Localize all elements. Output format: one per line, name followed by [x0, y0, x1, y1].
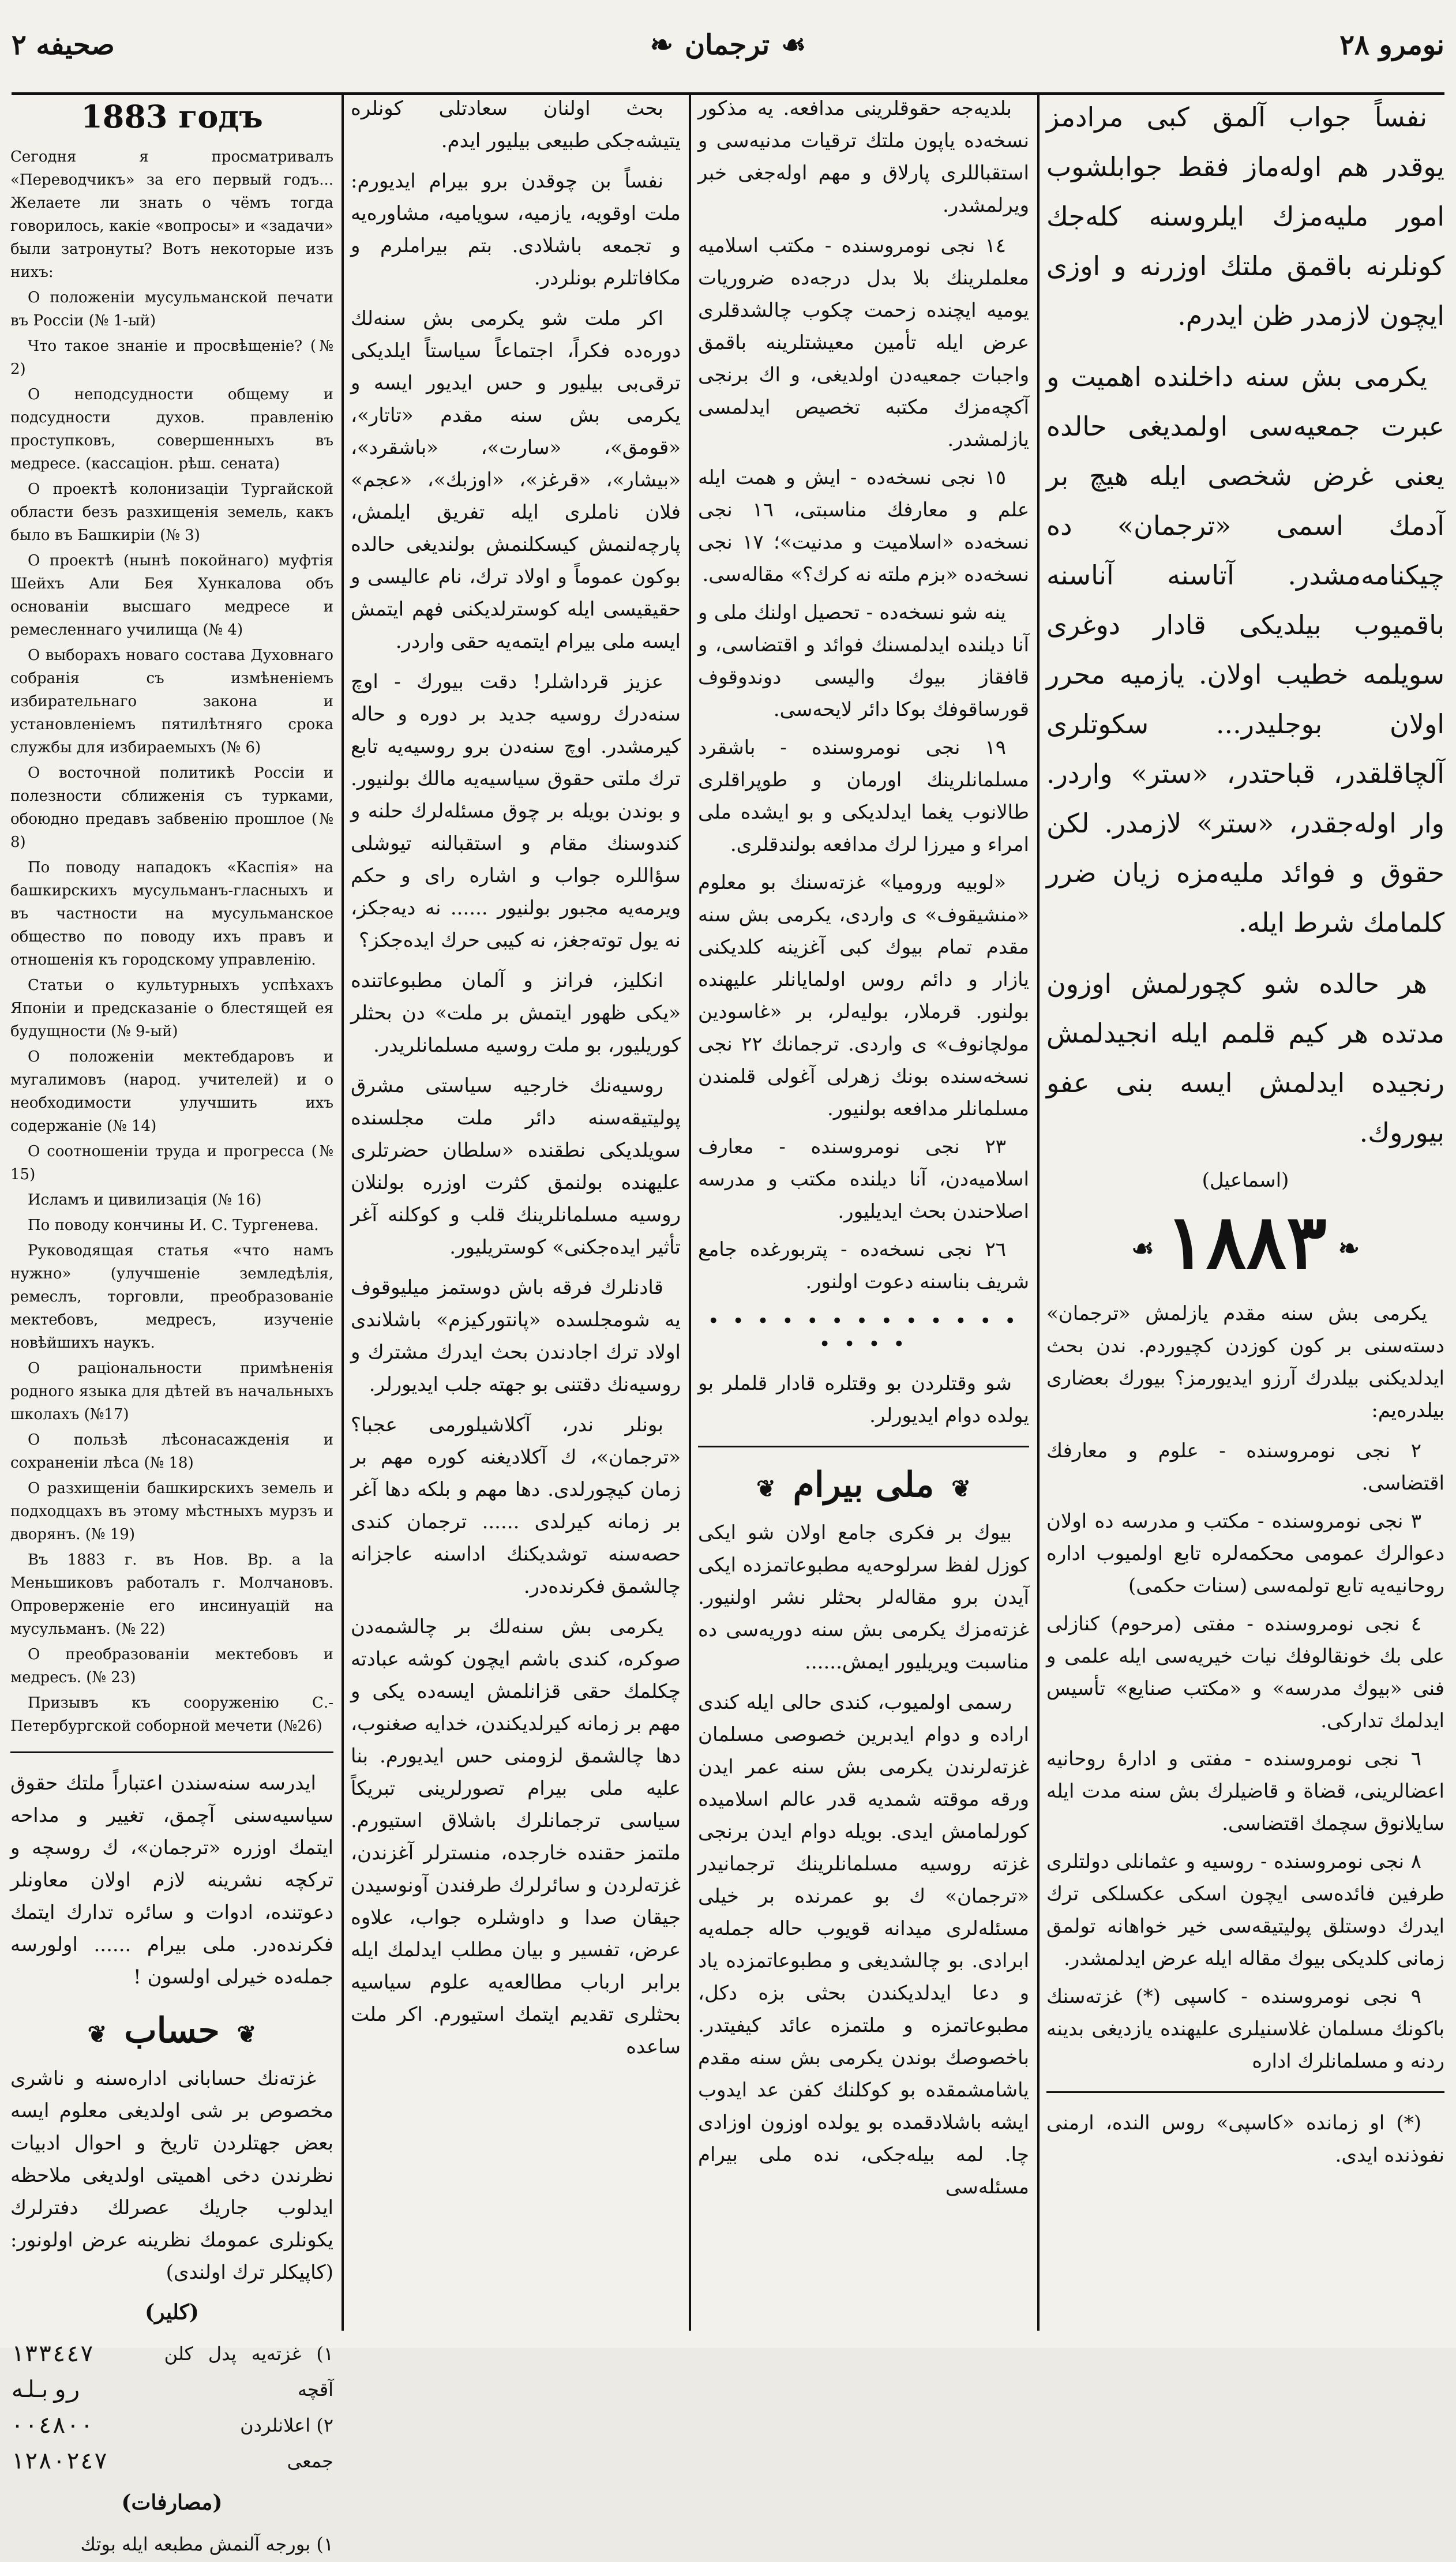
ledger-total-label: جمعى: [287, 2450, 333, 2472]
article-paragraph: يكرمى بش سنه مقدم يازلمش «ترجمان» دسته‌سنى بر كون كوزدن كچيوردم. ندن بحث ايدلديكنى بيلدرك آرزو ايديورمز؟ بيورك بعضارى بيلدره‌يم:: [1046, 1302, 1444, 1422]
russian-item: По поводу кончины И. С. Тургенева.: [28, 1217, 319, 1234]
ledger-expense-label: ١) بورجه آلنمش مطبعه ايله بوتك: [80, 2533, 333, 2555]
ledger-label: ١) غزته‌يه پدل كلن آقچه: [164, 2343, 333, 2400]
issue-summary-item: ٢٦ نجى نسخه‌ده - پتربورغده جامع شريف بناسنه دعوت اولنور.: [698, 1238, 1029, 1293]
russian-item: Призывъ къ сооруженію С.-Петербургской соборной мечети (№26): [10, 1694, 333, 1735]
article-paragraph: عزيز قرداشلر! دقت بيورك - اوچ سنه‌درك روسيه جديد بر دوره و حاله كيرمشدر. اوچ سنه‌دن برو روسيه‌يه تابع ترك ملتى حقوق سياسيه‌يه مالك بولنيور. و بوندن بويله بر چوق مسئله‌لرك حلنه و كندوسنك مقام و استقبالنه تيوشلى سؤاللره جواب و اشاره راى و حكم ويرمه‌يه مجبور بولنيور ...... نه ديه‌جكز، نه يول توته‌جغز، نه كيبى حرك ايده‌جكز؟: [351, 670, 681, 952]
russian-item: О положеніи мектебдаровъ и мугалимовъ (народ. учителей) и о необходимости улучшить ихъ содержаніе (№ 14): [10, 1048, 333, 1135]
russian-item: По поводу нападокъ «Каспія» на башкирскихъ мусульманъ-гласныхъ и въ частности на мусульманское общество по поводу ихъ правъ и отношенія къ городскому управленію.: [10, 859, 333, 969]
column-rule: [689, 92, 691, 2331]
tatar-paragraph: ايدرسه سنه‌سندن اعتباراً ملتك حقوق سياسيه‌سنى آچمق، تغيير و مداحه ايتمك اوزره «ترجمان»، ك روسچه و تركچه نشرينه لازم اولان معاونلر دعوتنده، ادوات و سائره تدارك ايتمك فكرنده‌در. ملى بيرام ...... اولورسه جمله‌ده خيرلى اولسون !: [10, 1772, 333, 1989]
hisab-heading-text: حساب: [124, 2010, 220, 2051]
article-paragraph: انكليز، فرانز و آلمان مطبوعاتنده «يكى ظهور ايتمش بر ملت» دن بحثلر كوريليور، بو ملت روسيه مسلمانلريدر.: [351, 969, 681, 1057]
ornament-left-icon: ❧: [650, 29, 674, 61]
footnote: (*) او زمانده «كاسپى» روس الندە، ارمنى نفوذنده ايدى.: [1046, 2111, 1444, 2167]
russian-title: 1883 годъ: [81, 98, 263, 135]
author-signature: (اسماعيل): [1202, 1169, 1289, 1192]
ledger-expense-row: [10, 2526, 333, 2562]
milli-bayram-heading-text: ملى بيرام: [793, 1465, 935, 1505]
title-text: ترجمان: [685, 29, 770, 61]
divider: [698, 1446, 1029, 1447]
ledger-amount: ٠٠٤٨٠٠: [10, 2412, 94, 2439]
article-paragraph: نفساً جواب آلمق كبى مرادمز يوقدر هم اوله‌ماز فقط جوابلشوب امور مليه‌مزك ايلروسنه كله‌جك كونلرنه باقمق ملتك اوزرنه و اوزى ايچون لازمدر ظن ايدرم.: [1046, 102, 1444, 331]
article-paragraph: بونلر ندر، آكلاشيلورمى عجبا؟ «ترجمان»، ك آكلاديغنه كوره مهم بر زمان كيچورلدى. دها مهم و بلكه دها آغر بر زمانه كيرلدى ...... ترجمان كندى حصه‌سنه توشديكنك اداسنه عاجزانه چالشمق فكرنده‌در.: [351, 1413, 681, 1598]
column-rule: [1037, 92, 1040, 2331]
russian-item: Что такое знаніе и просвѣщеніе? (№ 2): [10, 337, 333, 378]
ledger-total: ١٢٨٠٢٤٧: [10, 2448, 108, 2474]
ledger-total-row: [10, 2443, 333, 2479]
issue-summary-item: ٩ نجى نومروسنده - كاسپى (*) غزته‌سنك باكونك مسلمان غلاسنيلرى عليهنده يازديغى بدينه ردنه و مسلمانلرك اداره: [1046, 1985, 1444, 2073]
article-paragraph: بيوك بر فكرى جامع اولان شو ايكى كوزل لفظ سرلوحه‌يه مطبوعاتمزده ايكى آيدن برو مقاله‌لر بحثلر نشر اولنيور. غزته‌مزك يكرمى بش سنه دوريه‌سى ده مناسبت ويريليور ايمش......: [698, 1521, 1029, 1674]
ledger-expense-heading: (مصارفات): [121, 2490, 223, 2515]
issue-summary-item: «لوبيه وروميا» غزته‌سنك بو معلوم «منشيقوف» ى واردى، يكرمى بش سنه مقدم تمام بيوك كبى آغزينه كلديكنى يازار و دائم روس اولمايانلر عليهنده بولنور. قرملار، بوليه‌لر، بر «غاسودين مولچانوف» ى واردى. ترجمانك ٢٢ نجى نسخه‌سنده بونك زهرلى آغولى قلمندن مسلمانلر مدافعه بولنيور.: [698, 871, 1030, 1120]
article-paragraph: يكرمى بش سنه داخلنده اهميت و عبرت جمعيه‌سى اولمديغى حالده يعنى غرض شخصى ايله هيچ بر آدمك اسمى «ترجمان» ده چيكنامه‌مشدر. آتاسنه آناسنه باقميوب بيلديكى قادار دوغرى سويلمه خطيب اولان. يازميه محرر اولان بوجليدر... سكوتلرى آلچاقلقدر، قباحتدر، «ستر» واردر. وار اوله‌جقدر، «ستر» لازمدر. لكن حقوق و فوائد مليه‌مزه زيان ضرر كلمامك شرط ايله.: [1046, 361, 1444, 938]
issue-summary-item: ٢ نجى نومروسنده - علوم و معارفك اقتضاسى.: [1046, 1439, 1444, 1495]
issue-summary-item: ٢٣ نجى نومروسنده - معارف اسلاميه‌دن، آنا ديلنده مكتب و مدرسه اصلاحندن بحث ايديليور.: [698, 1135, 1029, 1223]
article-paragraph: بحث اولنان سعادتلى كونلره يتيشه‌جكى طبيعى بيليور ايدم.: [351, 97, 681, 152]
newspaper-title: [12, 29, 1444, 61]
ornament-right-icon: ☙: [781, 29, 806, 61]
ornament-icon: ❦: [951, 1475, 971, 1502]
article-paragraph: قادنلرك فرقه باش دوستمز ميليوقوف يه شومجلسده «پانتوركيزم» باشلاندى اولاد ترك اجادندن بحث ايدرك مشترك و روسيه‌نك دقتنى بو جهته جلب ايديورلر.: [351, 1276, 681, 1396]
ornament-icon: ❦: [87, 2021, 107, 2048]
hisab-heading: [10, 2010, 333, 2051]
ledger-row: [10, 2336, 333, 2407]
column-middle-left: [351, 92, 681, 2331]
russian-item: О пользѣ лѣсонасажденія и сохраненіи лѣса (№ 18): [10, 1431, 333, 1472]
issue-summary-item: ٣ نجى نومروسنده - مكتب و مدرسه ده اولان دعوالرك عمومى محكمه‌لره تابع اولميوب اداره روحانيه‌يه تابع تولمه‌سى (سنات حكمى): [1046, 1510, 1444, 1597]
article-paragraph: روسيه‌نك خارجيه سياستى مشرق پوليتيقه‌سنه دائر ملت مجلسنده سويلديكى نطقنده «سلطان حضرتلرى عليهنده بولنمق كثرت اوزره بولنلان روسيه مسلمانلرينك قلب و كوكلنه آغر تأثير ايده‌جكنى» كوستريليور.: [351, 1074, 681, 1259]
issue-summary-item: ٤ نجى نومروسنده - مفتى (مرحوم) كنازلى على بك خونقالوفك نيات خيريه‌سى ايله علمى و فنى «بيوك مدرسه» و «مكتب صنايع» تأسيس ايدلمك تداركى.: [1046, 1612, 1444, 1732]
ledger-row: [10, 2407, 333, 2443]
ornament-icon: ❦: [237, 2021, 257, 2048]
year-heading: [1046, 1198, 1444, 1286]
issue-summary-item: ١٩ نجى نومروسنده - باشقرد مسلمانلرينك اورمان و طوپراقلرى طالانوب يغما ايدلديكى و بو ايشده ملى امراء و ميرزا لرك مدافعه بولندقلرى.: [698, 736, 1029, 856]
issue-summary-item: ١٥ نجى نسخه‌ده - ايش و همت ايله علم و معارفك مناسبتى، ١٦ نجى نسخه‌ده «اسلاميت و مدنيت»؛ ١٧ نجى نسخه‌ده «بزم ملته نه كرك؟» مقاله‌سى.: [698, 466, 1029, 586]
russian-item: Въ 1883 г. въ Нов. Вр. а la Меньшиковъ работалъ г. Молчановъ. Опроверженіе его инсинуацій на мусульманъ. (№ 22): [10, 1551, 333, 1638]
ornament-icon: ❦: [756, 1475, 776, 1502]
issue-summary-item: ١٤ نجى نومروسنده - مكتب اسلاميه معلملرينك بلا بدل درجه‌ده ضروريات يوميه ايچنده زحمت چكوب چالشدقلرى عرض ايله تأمين معيشتلرينه باقمق واجبات جمعيه‌دن اولديغى، و اك برنجى آكچه‌مزك مكتبه تخصيص ايدلمسى يازلمشدر.: [698, 234, 1029, 451]
russian-item: О преобразованіи мектебовъ и медресъ. (№ 23): [10, 1646, 333, 1686]
masthead: [12, 23, 1444, 87]
article-paragraph: شو وقتلردن بو وقتلره قادار قلملر بو يولده دوام ايديورلر.: [698, 1372, 1029, 1427]
russian-item: О выборахъ новаго состава Духовнаго собранія съ измѣненіемъ избирательнаго закона и установленіемъ пятилѣтняго срока службы для избираемыхъ (№ 6): [10, 647, 333, 756]
article-paragraph: يكرمى بش سنه‌لك بر چالشمه‌دن صوكره، كندى باشم ايچون كوشه عبادته چكلمك حقى قزانلمش ايسه‌ده يكى و مهم بر زمانه كيرلديكندن، خدايه صغنوب، دها چالشمق لزومنى حس ايديورم. بنا عليه ملى بيرام تصورلرينى تبريكاً سياسى ترجمانلرك باشلاق استيورم. ملتمز حقنده خارجده، منسترلر آغزندن، غزته‌لردن و سائرلرك طرفندن آونوسيدن جيقان صدا و داوشلره جواب، علاوه عرض، تفسير و بيان مطلب ايدلمك ايله برابر ارباب مطالعه‌يه علوم سياسيه بحثلرى تقديم ايتمك استيورم. اكر ملت ساعده: [351, 1615, 681, 2058]
dotted-divider: • • • • • • • • • • • • • • • • •: [707, 1310, 1020, 1356]
article-paragraph: اكر ملت شو يكرمى بش سنه‌لك دوره‌ده فكراً، اجتماعاً سياستاً ايلديكى ترقى‌بى بيليور و حس ايديور ايسه و يكرمى بش سنه مقدم «تاتار»، «قومق»، «سارت»، «باشقرد»، «بيشار»، «قرغز»، «اوزبك»، «عجم» فلان ناملرى ايله تفريق ايلمش، پارچه‌لنمش كيسكلنمش بولنديغى حالده بوكون عموماً و اولاد ترك، نام عاليسى و حقيقيسى ايله كوسترلديكنى فهم ايتمش ايسه ملى بيرام ايتمه‌يه حقى واردر.: [351, 307, 681, 653]
milli-bayram-heading: [698, 1465, 1029, 1505]
russian-intro: Сегодня я просматривалъ «Переводчикъ» за его первый годъ... Желаете ли знать о чёмъ тогда говорилось, какіе «вопросы» и «задачи» были затронуты? Вотъ некоторые изъ нихъ:: [10, 148, 333, 281]
divider: [10, 1751, 333, 1753]
ledger-label: ٢) اعلانلردن: [240, 2414, 333, 2436]
article-paragraph: بلديه‌جه حقوقلرينى مدافعه. يه مذكور نسخه‌ده ياپون ملتك ترقيات مدنيه‌سى و استقباللرى پارلاق و مهم اوله‌جغى خبر ويرلمشدر.: [698, 97, 1029, 217]
russian-item: О раціональности примѣненія родного языка для дѣтей въ начальныхъ школахъ (№17): [10, 1360, 333, 1423]
page-label: صحيفه ٢: [12, 29, 115, 61]
divider: [1046, 2091, 1444, 2093]
column-russian: [10, 92, 333, 2555]
ornament-icon: ☙: [1131, 1234, 1154, 1263]
russian-item: О проектѣ колонизаціи Тургайской области безъ разхищенія земель, какъ было въ Башкиріи (№ 3): [10, 481, 333, 544]
column-right: [1046, 92, 1444, 2331]
ledger-income-heading: (كلير): [145, 2300, 199, 2324]
article-paragraph: هر حالده شو كچورلمش اوزون مدتده هر كيم قلمم ايله انجيدلمش رنجيده ايدلمش ايسه بنى عفو بيوروك.: [1046, 968, 1444, 1148]
ornament-icon: ❧: [1338, 1234, 1360, 1263]
russian-item: Статьи о культурныхъ успѣхахъ Японіи и предсказаніе о блестящей ея будущности (№ 9-ый): [10, 977, 333, 1040]
russian-item: Исламъ и цивилизація (№ 16): [28, 1191, 262, 1209]
hisab-paragraph: غزته‌نك حسابانى اداره‌سنه و ناشرى مخصوص بر شى اولديغى معلوم ايسه بعض جهتلردن تاريخ و احوال ادبيات نظرندن دخى اهميتى اولديغى ملاحظه ايدلوب جاريك عصرلك دفترلرك يكونلرى عمومك نظرينه عرض اولونور: (كاپيكلر ترك اولندى): [10, 2067, 333, 2284]
column-rule: [342, 92, 344, 2331]
russian-item: О разхищеніи башкирскихъ земель и подходцахъ въ этому мѣстныхъ мурзъ и дворянъ. (№ 19): [10, 1480, 333, 1543]
column-middle-right: [698, 92, 1029, 2331]
russian-item: О восточной политикѣ Россіи и полезности сближенія съ турками, обоюдно предавъ забвенію прошлое (№ 8): [10, 764, 333, 851]
issue-summary-item: ٦ نجى نومروسنده - مفتى و ادارهٔ روحانيه اعضالرينى، قضاة و قاضيلرك بش سنه مدت ايله سايلانوق سچمك اقتضاسى.: [1046, 1747, 1444, 1835]
year-heading-text: ١٨٨٣: [1165, 1198, 1327, 1286]
issue-summary-item: ٨ نجى نومروسنده - روسيه و عثمانلى دولتلرى طرفين فائده‌سى ايچون اسكى عكسلكى ترك ايدرك دوستلق پوليتيقه‌سى خير خواهانه تولمق زمانى كلديكى بيوك مقاله ايله عرض ايدلمشدر.: [1046, 1850, 1444, 1970]
accounts-ledger: [10, 2300, 333, 2562]
russian-item: О проектѣ (нынѣ покойнаго) муфтія Шейхъ Али Бея Хункалова объ основаніи высшаго медресе и ремесленнаго училища (№ 4): [10, 552, 333, 639]
russian-item: О положеніи мусульманской печати въ Россіи (№ 1-ый): [10, 289, 333, 329]
russian-item: О соотношеніи труда и прогресса (№ 15): [10, 1143, 333, 1183]
russian-item: О неподсудности общему и подсудности духов. правленію проступковъ, совершенныхъ въ медресе. (кассаціон. рѣш. сената): [10, 386, 333, 472]
russian-item: Руководящая статья «что намъ нужно» (улучшеніе земледѣлія, ремеслъ, торговли, преобразованіе мектебовъ, медресъ, изученіе новѣйшихъ наукъ.: [10, 1242, 333, 1352]
issue-number: نومرو ٢٨: [1339, 29, 1444, 61]
article-paragraph: نفساً بن چوقدن برو بيرام ايديورم: ملت اوقويه، يازميه، سوياميه، مشاوره‌يه و تجمعه باشلادى. بتم بيراملرم و مكافاتلرم بونلردر.: [351, 170, 681, 290]
ledger-amount: ١٣٣٤٤٧ روبله: [10, 2340, 94, 2403]
issue-summary-item: ينه شو نسخه‌ده - تحصيل اولنك ملى و آنا ديلنده ايدلمسنك فوائد و اقتضاسى، و قافقاز بيوك واليسى دوندوقوف قورساقوفك بوكا دائر لايحه‌سى.: [698, 601, 1029, 721]
article-paragraph: رسمى اولميوب، كندى حالى ايله كندى اراده و دوام ايدبرين خصوصى مسلمان غزته‌لرندن يكرمى بش سنه عمر ايدن ورقه موقته شمديه قدر عالم اسلاميده كورلمامش ايدى. بويله دوام ايدن برنجى غزته روسيه مسلمانلرينك ترجمانيدر «ترجمان» ك بو عمرنده بر خيلى مسئله‌لرى ميدانه قويوب حاله جمله‌يه ابرادى. بو چالشديغى و مطبوعاتمزده ياد و دعا ايدلديكندن بحثى بزه دكل، مطبوعاتمزه و ملتمزه عائد كيفيتدر. باخصوصك بوندن يكرمى بش سنه مقدم ياشامشمقده بو كوكلنك كفن عد ايدوب ايشه باشلادقمده بو يولده اوزون اوزادى چا. لمه بيله‌جكى، نده ملى بيرام مسئله‌سى: [698, 1691, 1029, 2199]
